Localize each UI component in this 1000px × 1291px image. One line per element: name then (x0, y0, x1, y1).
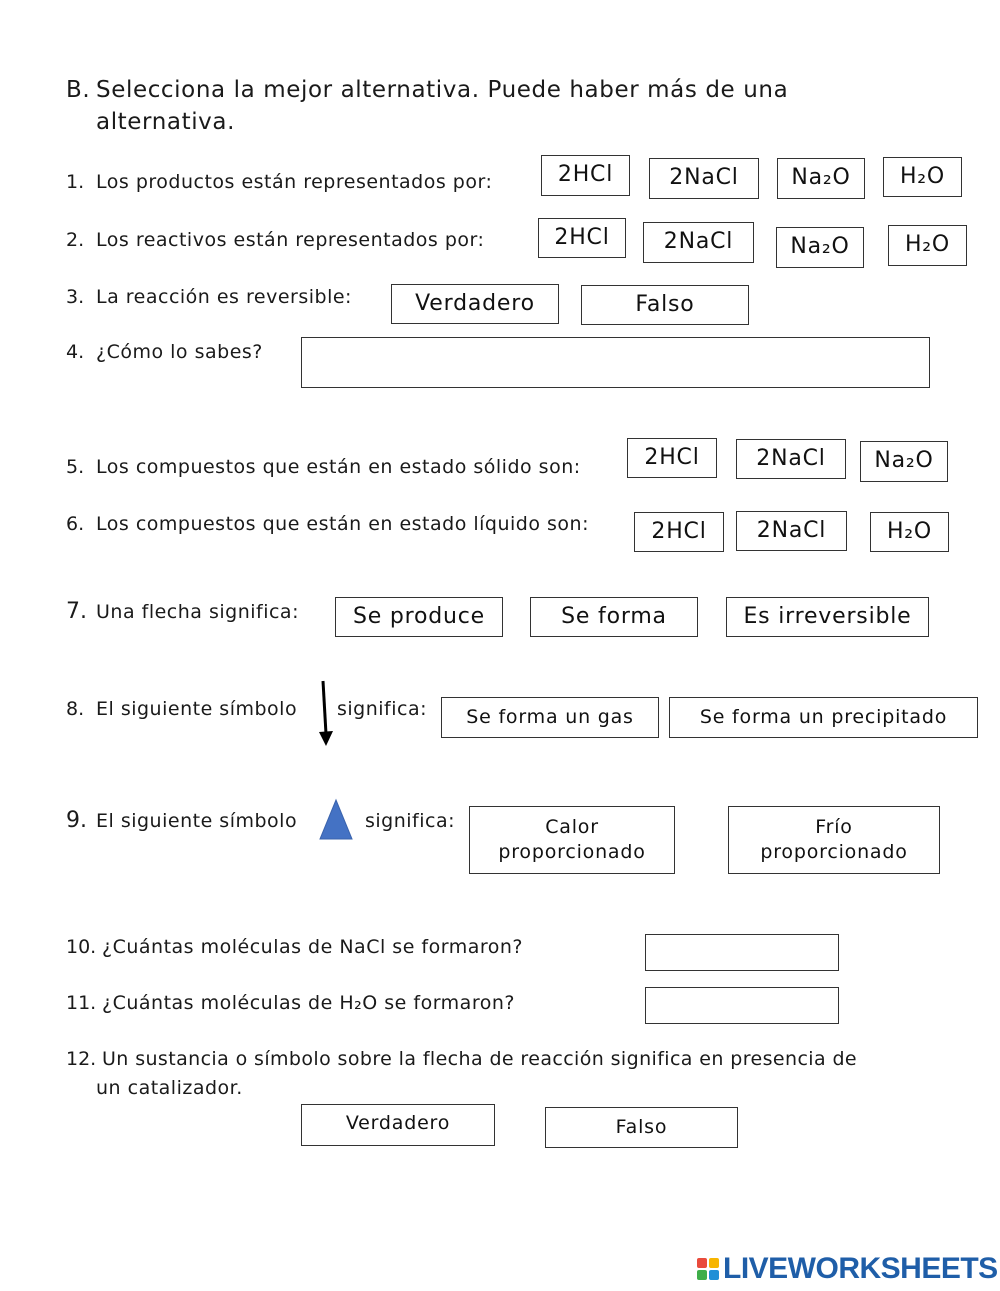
q12-option-falso[interactable]: Falso (545, 1107, 738, 1148)
q6-text: Los compuestos que están en estado líquido son: (96, 513, 589, 535)
section-title-line1: Selecciona la mejor alternativa. Puede haber más de una (96, 77, 789, 103)
q8-text-before: El siguiente símbolo (96, 698, 298, 720)
q8-number: 8. (66, 698, 85, 720)
q1-option-na2o[interactable]: Na₂O (777, 158, 865, 199)
q8-option-se-forma-un-gas[interactable]: Se forma un gas (441, 697, 659, 738)
q6-option-h2o[interactable]: H₂O (870, 512, 949, 552)
q10-number: 10. (66, 936, 97, 958)
q4-answer-input[interactable] (301, 337, 930, 388)
q7-option-se-forma[interactable]: Se forma (530, 597, 698, 637)
q7-number: 7. (66, 599, 87, 624)
q4-number: 4. (66, 341, 85, 363)
section-title (96, 74, 788, 138)
q1-option-2hcl[interactable]: 2HCl (541, 155, 630, 196)
q9-option-2-line1: Frío (815, 816, 853, 839)
q11-number: 11. (66, 992, 97, 1014)
q2-text: Los reactivos están representados por: (96, 229, 485, 251)
triangle-icon (318, 798, 354, 842)
q2-option-h2o[interactable]: H₂O (888, 225, 967, 266)
q12-text-line1: Un sustancia o símbolo sobre la flecha de reacción significa en presencia de (102, 1048, 857, 1070)
q5-option-2hcl[interactable]: 2HCl (627, 438, 717, 478)
q3-option-verdadero[interactable]: Verdadero (391, 284, 559, 324)
q10-text: ¿Cuántas moléculas de NaCl se formaron? (102, 936, 524, 958)
q9-number: 9. (66, 808, 87, 833)
q5-option-2nacl[interactable]: 2NaCl (736, 439, 846, 479)
q3-option-falso[interactable]: Falso (581, 285, 749, 325)
q11-text: ¿Cuántas moléculas de H₂O se formaron? (102, 992, 515, 1014)
section-title-line2: alternativa. (96, 109, 236, 135)
q5-number: 5. (66, 456, 85, 478)
down-arrow-icon (313, 678, 337, 750)
q9-option-calor-proporcionado[interactable] (469, 806, 675, 874)
q9-text-before: El siguiente símbolo (96, 810, 298, 832)
q8-text-after: significa: (337, 698, 428, 720)
q3-number: 3. (66, 286, 85, 308)
section-letter: B. (66, 77, 91, 103)
q7-text: Una flecha significa: (96, 601, 299, 623)
q4-text: ¿Cómo lo sabes? (96, 341, 263, 363)
q2-number: 2. (66, 229, 85, 251)
q1-text: Los productos están representados por: (96, 171, 493, 193)
q9-option-1-line2: proporcionado (498, 841, 646, 863)
q12-number: 12. (66, 1048, 97, 1070)
q5-text: Los compuestos que están en estado sólido son: (96, 456, 581, 478)
q9-option-frio-proporcionado[interactable] (728, 806, 940, 874)
q2-option-2hcl[interactable]: 2HCl (538, 218, 626, 258)
q8-option-se-forma-un-precipitado[interactable]: Se forma un precipitado (669, 697, 978, 738)
q6-option-2hcl[interactable]: 2HCl (634, 512, 724, 552)
q5-option-na2o[interactable]: Na₂O (860, 441, 948, 482)
q1-option-h2o[interactable]: H₂O (883, 157, 962, 197)
logo-text: LIVEWORKSHEETS (723, 1252, 998, 1285)
q7-option-se-produce[interactable]: Se produce (335, 597, 503, 637)
q9-text-after: significa: (365, 810, 456, 832)
q7-option-es-irreversible[interactable]: Es irreversible (726, 597, 929, 637)
q1-option-2nacl[interactable]: 2NaCl (649, 158, 759, 199)
q3-text: La reacción es reversible: (96, 286, 352, 308)
q6-option-2nacl[interactable]: 2NaCl (736, 511, 847, 551)
q11-answer-input[interactable] (645, 987, 839, 1024)
q2-option-2nacl[interactable]: 2NaCl (643, 222, 754, 263)
q2-option-na2o[interactable]: Na₂O (776, 227, 864, 268)
q12-text-line2: un catalizador. (96, 1077, 243, 1099)
q10-answer-input[interactable] (645, 934, 839, 971)
q9-option-2-line2: proporcionado (760, 841, 908, 863)
q9-option-1-line1: Calor (545, 816, 599, 839)
liveworksheets-logo (697, 1252, 998, 1286)
q12-option-verdadero[interactable]: Verdadero (301, 1104, 495, 1146)
q6-number: 6. (66, 513, 85, 535)
logo-mark-icon (697, 1258, 719, 1280)
q1-number: 1. (66, 171, 85, 193)
